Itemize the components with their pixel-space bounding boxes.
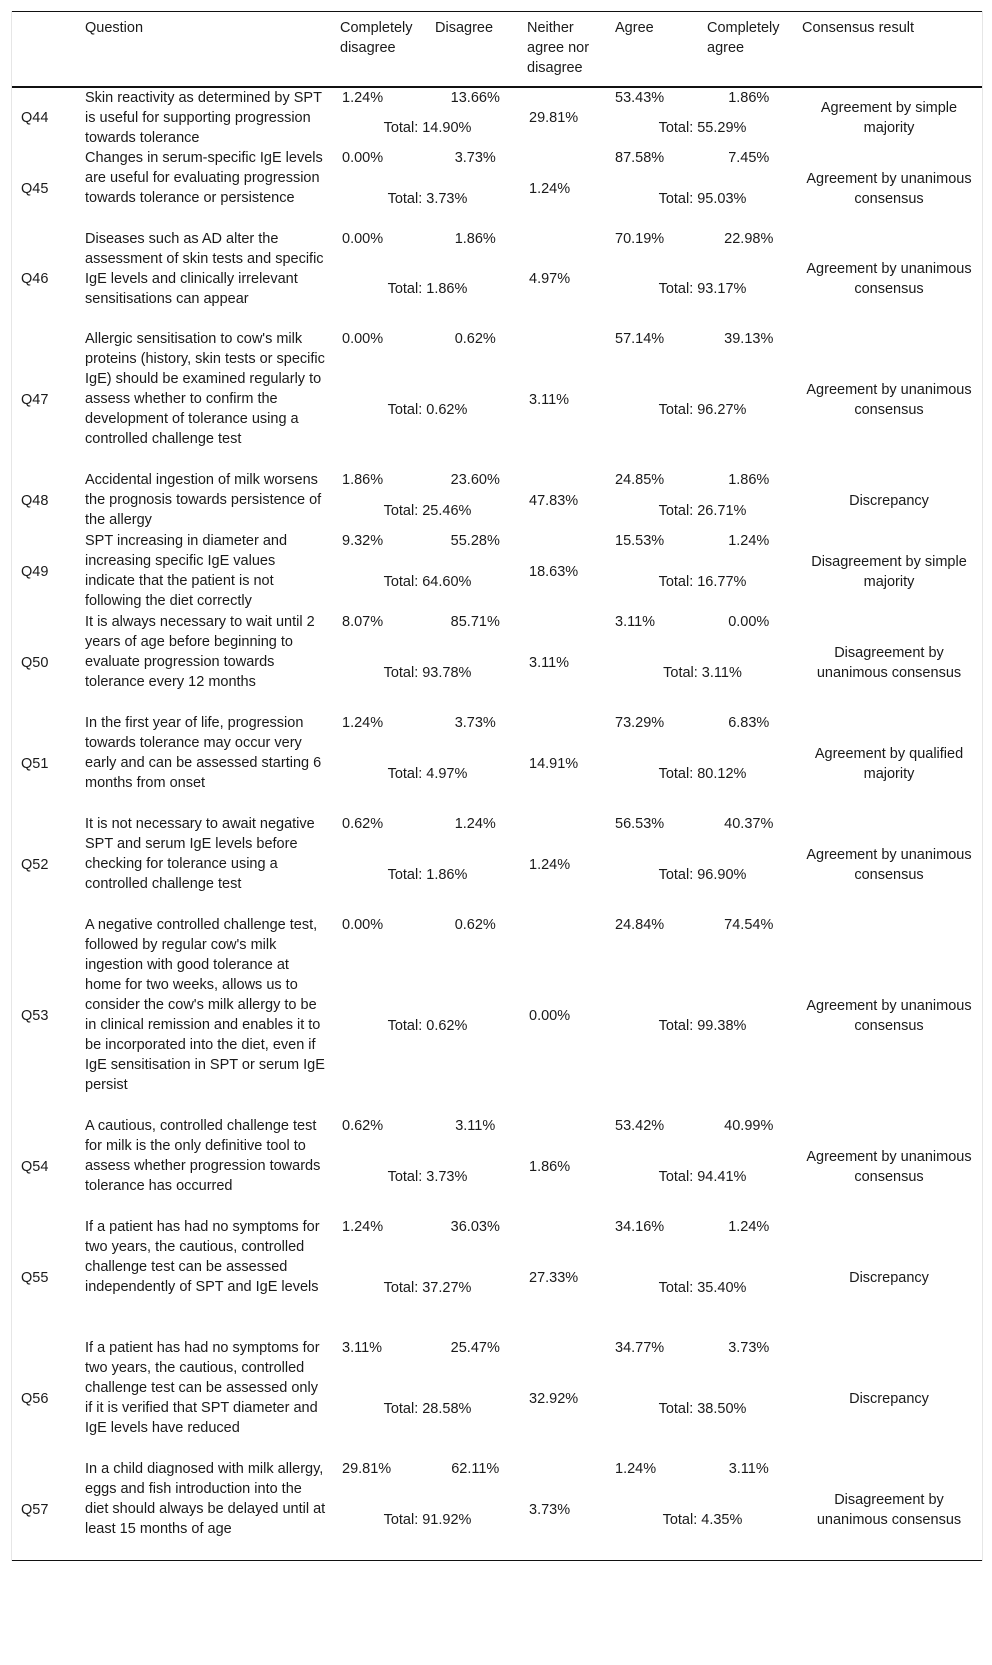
disagree-value: 13.66%	[450, 90, 500, 106]
table-header	[12, 12, 982, 88]
disagree-value: 85.71%	[450, 614, 500, 630]
agree-total: Total: 96.27%	[658, 401, 747, 418]
question-text: If a patient has had no symptoms for two years, the cautious, controlled challenge test can be assessed only if it is verified that SPT diameter and IgE levels have reduced	[85, 1340, 320, 1436]
consensus-result: Agreement by unanimous consensus	[806, 261, 972, 297]
neither-value: 18.63%	[529, 563, 579, 580]
header-agree: Agree	[609, 12, 701, 88]
agree-value: 24.84%	[615, 917, 665, 933]
agree-group	[609, 612, 796, 713]
completely-agree-value: 3.11%	[728, 1461, 769, 1477]
consensus-table-container	[11, 11, 983, 1561]
disagree-group	[334, 148, 521, 229]
agree-value: 53.43%	[615, 90, 665, 106]
consensus-result: Discrepancy	[849, 492, 929, 509]
question-id: Q49	[21, 563, 49, 580]
agree-total: Total: 94.41%	[658, 1168, 747, 1185]
consensus-result: Agreement by unanimous consensus	[806, 170, 972, 207]
question-text: Changes in serum-specific IgE levels are useful for evaluating progression towards tolerance or persistence	[85, 150, 323, 206]
neither-value: 32.92%	[529, 1390, 579, 1407]
agree-value: 53.42%	[615, 1118, 665, 1134]
disagree-value: 23.60%	[450, 472, 500, 488]
disagree-group	[334, 713, 521, 814]
agree-group	[609, 1217, 796, 1338]
disagree-total: Total: 4.97%	[387, 765, 468, 782]
disagree-total: Total: 25.46%	[383, 502, 472, 519]
neither-value: 1.24%	[529, 180, 571, 197]
question-id: Q44	[21, 110, 49, 126]
agree-total: Total: 99.38%	[658, 1017, 747, 1034]
header-completely-agree: Completely agree	[701, 12, 796, 88]
completely-agree-value: 3.73%	[728, 1340, 770, 1356]
disagree-group	[334, 229, 521, 329]
neither-value: 1.86%	[529, 1158, 571, 1175]
table-row	[12, 87, 982, 148]
neither-value: 27.33%	[529, 1269, 579, 1286]
table-row	[12, 713, 982, 814]
question-text: Diseases such as AD alter the assessment of skin tests and specific IgE levels and clinically irrelevant sensitisations can appear	[85, 231, 324, 307]
table-row	[12, 148, 982, 229]
question-id: Q47	[21, 391, 49, 408]
question-text: A cautious, controlled challenge test for milk is the only definitive tool to assess whether progression towards tolerance has occurred	[85, 1118, 321, 1194]
consensus-result: Agreement by unanimous consensus	[806, 381, 972, 418]
agree-group	[609, 470, 796, 531]
agree-total: Total: 4.35%	[662, 1511, 743, 1528]
agree-group	[609, 915, 796, 1116]
question-text: If a patient has had no symptoms for two years, the cautious, controlled challenge test can be assessed independently of SPT and IgE levels	[85, 1219, 320, 1295]
disagree-value: 0.62%	[454, 331, 496, 347]
disagree-group	[334, 612, 521, 713]
agree-group	[609, 229, 796, 329]
consensus-result: Agreement by unanimous consensus	[806, 846, 972, 883]
disagree-value: 3.11%	[455, 1118, 496, 1134]
neither-value: 3.11%	[529, 391, 570, 408]
question-text: Allergic sensitisation to cow's milk proteins (history, skin tests or specific IgE) should be examined regularly to assess whether to confirm the development of tolerance using a controlled challenge test	[85, 331, 325, 447]
agree-total: Total: 55.29%	[658, 120, 747, 136]
question-id: Q51	[21, 755, 49, 772]
question-id: Q56	[21, 1390, 49, 1407]
completely-disagree-value: 0.62%	[342, 1118, 384, 1134]
disagree-group	[334, 329, 521, 470]
question-id: Q52	[21, 856, 49, 873]
neither-value: 4.97%	[529, 271, 571, 287]
table-row	[12, 915, 982, 1116]
completely-agree-value: 1.86%	[728, 90, 770, 106]
consensus-result: Agreement by simple majority	[820, 100, 958, 136]
agree-total: Total: 38.50%	[658, 1400, 747, 1417]
agree-value: 57.14%	[615, 331, 665, 347]
table-row	[12, 329, 982, 470]
disagree-total: Total: 0.62%	[387, 1017, 468, 1034]
neither-value: 0.00%	[529, 1007, 571, 1024]
table-row	[12, 1116, 982, 1217]
agree-group	[609, 329, 796, 470]
completely-agree-value: 1.24%	[728, 533, 770, 549]
disagree-group	[334, 1116, 521, 1217]
agree-group	[609, 1338, 796, 1459]
table-row	[12, 1217, 982, 1338]
disagree-value: 1.24%	[454, 816, 496, 832]
question-id: Q45	[21, 180, 49, 197]
question-text: Skin reactivity as determined by SPT is useful for supporting progression towards tolerance	[85, 90, 322, 146]
consensus-result: Agreement by unanimous consensus	[806, 997, 972, 1034]
completely-disagree-value: 0.00%	[342, 917, 384, 933]
completely-disagree-value: 1.24%	[342, 90, 384, 106]
completely-agree-value: 7.45%	[728, 150, 770, 166]
agree-value: 1.24%	[615, 1461, 657, 1477]
table-row	[12, 470, 982, 531]
question-text: SPT increasing in diameter and increasing specific IgE values indicate that the patient is not following the diet correctly	[85, 533, 288, 609]
consensus-result: Disagreement by unanimous consensus	[816, 1491, 962, 1528]
completely-agree-value: 0.00%	[728, 614, 770, 630]
completely-disagree-value: 8.07%	[342, 614, 384, 630]
table-row	[12, 1459, 982, 1561]
agree-group	[609, 814, 796, 915]
agree-group	[609, 148, 796, 229]
disagree-value: 55.28%	[450, 533, 500, 549]
disagree-value: 62.11%	[451, 1461, 500, 1477]
disagree-value: 0.62%	[454, 917, 496, 933]
agree-value: 56.53%	[615, 816, 665, 832]
consensus-result: Disagreement by simple majority	[811, 553, 967, 590]
completely-agree-value: 39.13%	[724, 331, 774, 347]
agree-total: Total: 35.40%	[658, 1279, 747, 1296]
question-id: Q46	[21, 271, 49, 287]
question-id: Q55	[21, 1269, 49, 1286]
agree-total: Total: 96.90%	[658, 866, 747, 883]
agree-value: 70.19%	[615, 231, 665, 247]
completely-agree-value: 40.99%	[724, 1118, 774, 1134]
disagree-group	[334, 1459, 521, 1561]
table-row	[12, 229, 982, 329]
neither-value: 1.24%	[529, 856, 571, 873]
disagree-total: Total: 3.73%	[387, 190, 468, 207]
completely-disagree-value: 0.00%	[342, 231, 384, 247]
question-id: Q57	[21, 1501, 49, 1518]
agree-value: 87.58%	[615, 150, 665, 166]
completely-agree-value: 1.86%	[728, 472, 770, 488]
header-disagree: Disagree	[429, 12, 521, 88]
agree-value: 73.29%	[615, 715, 665, 731]
disagree-total: Total: 0.62%	[387, 401, 468, 418]
neither-value: 47.83%	[529, 492, 579, 509]
consensus-table	[12, 11, 982, 1561]
question-text: Accidental ingestion of milk worsens the prognosis towards persistence of the allergy	[85, 472, 322, 528]
disagree-value: 1.86%	[454, 231, 496, 247]
disagree-total: Total: 28.58%	[383, 1400, 472, 1417]
agree-value: 24.85%	[615, 472, 665, 488]
completely-agree-value: 22.98%	[724, 231, 774, 247]
table-body	[12, 87, 982, 1561]
table-row	[12, 1338, 982, 1459]
question-id: Q54	[21, 1158, 49, 1175]
disagree-group	[334, 814, 521, 915]
consensus-result: Agreement by qualified majority	[814, 745, 964, 782]
header-consensus: Consensus result	[796, 12, 982, 88]
table-row	[12, 531, 982, 612]
disagree-total: Total: 91.92%	[383, 1511, 472, 1528]
agree-total: Total: 95.03%	[658, 190, 747, 207]
disagree-group	[334, 1217, 521, 1338]
agree-group	[609, 87, 796, 148]
disagree-total: Total: 14.90%	[383, 120, 472, 136]
completely-disagree-value: 0.00%	[342, 150, 384, 166]
completely-agree-value: 1.24%	[728, 1219, 770, 1235]
neither-value: 3.73%	[529, 1501, 571, 1518]
table-row	[12, 814, 982, 915]
agree-value: 3.11%	[615, 614, 656, 630]
header-question: Question	[79, 12, 334, 88]
completely-agree-value: 40.37%	[724, 816, 774, 832]
completely-disagree-value: 1.86%	[342, 472, 384, 488]
disagree-group	[334, 531, 521, 612]
completely-disagree-value: 29.81%	[342, 1461, 392, 1477]
disagree-value: 25.47%	[450, 1340, 500, 1356]
consensus-result: Discrepancy	[849, 1390, 929, 1407]
agree-total: Total: 80.12%	[658, 765, 747, 782]
agree-total: Total: 93.17%	[658, 281, 747, 297]
completely-disagree-value: 3.11%	[342, 1340, 383, 1356]
question-id: Q48	[21, 492, 49, 509]
agree-value: 15.53%	[615, 533, 665, 549]
disagree-group	[334, 915, 521, 1116]
agree-total: Total: 26.71%	[658, 502, 747, 519]
agree-group	[609, 1459, 796, 1561]
question-text: A negative controlled challenge test, followed by regular cow's milk ingestion with good tolerance at home for two weeks, allows us to consider the cow's milk allergy to be in clinical remission and enables it to be incorporated into the diet, even if IgE sensitisation in SPT or serum IgE persist	[85, 917, 325, 1093]
agree-group	[609, 1116, 796, 1217]
disagree-total: Total: 93.78%	[383, 664, 472, 681]
neither-value: 14.91%	[529, 755, 579, 772]
completely-disagree-value: 1.24%	[342, 1219, 384, 1235]
completely-agree-value: 74.54%	[724, 917, 774, 933]
consensus-result: Disagreement by unanimous consensus	[816, 644, 962, 681]
question-id: Q53	[21, 1007, 49, 1024]
completely-disagree-value: 0.62%	[342, 816, 384, 832]
disagree-total: Total: 1.86%	[387, 281, 468, 297]
disagree-total: Total: 64.60%	[383, 573, 472, 590]
header-id	[12, 12, 79, 88]
agree-group	[609, 713, 796, 814]
disagree-total: Total: 1.86%	[387, 866, 468, 883]
disagree-value: 36.03%	[450, 1219, 500, 1235]
question-text: It is always necessary to wait until 2 years of age before beginning to evaluate progression towards tolerance every 12 months	[85, 614, 315, 690]
agree-total: Total: 3.11%	[663, 664, 742, 681]
disagree-total: Total: 37.27%	[383, 1279, 472, 1296]
agree-total: Total: 16.77%	[658, 573, 747, 590]
completely-disagree-value: 0.00%	[342, 331, 384, 347]
completely-agree-value: 6.83%	[728, 715, 770, 731]
question-text: It is not necessary to await negative SPT and serum IgE levels before checking for tolerance using a controlled challenge test	[85, 816, 315, 892]
disagree-group	[334, 1338, 521, 1459]
agree-group	[609, 531, 796, 612]
neither-value: 3.11%	[529, 654, 570, 671]
disagree-total: Total: 3.73%	[387, 1168, 468, 1185]
question-text: In a child diagnosed with milk allergy, eggs and fish introduction into the diet should always be delayed until at least 15 months of age	[85, 1461, 326, 1537]
disagree-value: 3.73%	[454, 150, 496, 166]
consensus-result: Discrepancy	[849, 1269, 929, 1286]
completely-disagree-value: 1.24%	[342, 715, 384, 731]
question-id: Q50	[21, 654, 49, 671]
disagree-group	[334, 470, 521, 531]
completely-disagree-value: 9.32%	[342, 533, 384, 549]
header-completely-disagree: Completely disagree	[334, 12, 429, 88]
neither-value: 29.81%	[529, 110, 579, 126]
consensus-result: Agreement by unanimous consensus	[806, 1148, 972, 1185]
disagree-value: 3.73%	[454, 715, 496, 731]
header-neither: Neither agree nor disagree	[521, 12, 609, 88]
disagree-group	[334, 87, 521, 148]
agree-value: 34.77%	[615, 1340, 665, 1356]
table-row	[12, 612, 982, 713]
agree-value: 34.16%	[615, 1219, 665, 1235]
question-text: In the first year of life, progression towards tolerance may occur very early and can be assessed starting 6 months from onset	[85, 715, 322, 791]
